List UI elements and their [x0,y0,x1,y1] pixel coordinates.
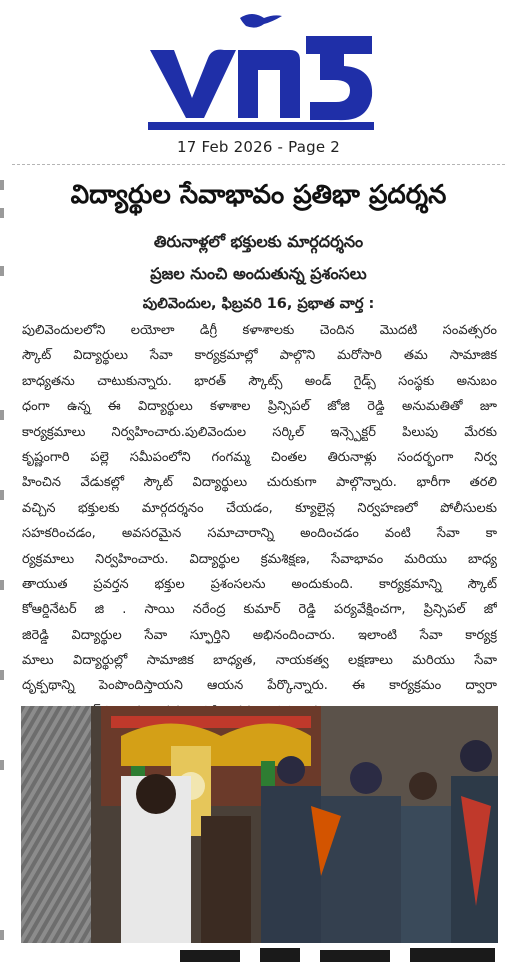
article-body [22,318,497,724]
issue-dateline: 17 Feb 2026 - Page 2 [177,138,340,156]
body-line: బాధ్యతను చాటుకున్నారు. భారత్ స్కౌట్స్ అండ్ గైడ్స్ సంస్థకు అనుబం [22,373,497,389]
body-line: హించిన వేడుకల్లో స్కౌట్ విద్యార్థులు చురుకుగా పాల్గొన్నారు. భారీగా తరలి [22,475,497,491]
body-line: జిరెడ్డి విద్యార్థుల సేవా స్ఫూర్తిని అభినందించారు. ఇలాంటి సేవా కార్యక్ర [22,627,497,643]
body-line: ధంగా ఉన్న ఈ విద్యార్థులు కళాశాల ప్రిన్సిపల్ జోజి రెడ్డి అనుమతితో జూ [22,399,497,415]
top-divider [12,164,505,165]
article-headline: విద్యార్థుల సేవాభావం ప్రతిభా ప్రదర్శన [70,180,447,210]
article-photo [21,706,498,943]
vaartha-logo-icon [140,6,380,134]
next-article-cutoff [180,944,500,962]
body-line: సహకరించడం, అవసరమైన సమాచారాన్ని అందించడం వంటి సేవా కా [22,526,497,542]
article-subheadline-2: ప్రజల నుంచి అందుతున్న ప్రశంసలు [150,264,367,283]
body-line: కృష్ణంగారి పల్లె సమీపంలోని గంగమ్మ చింతల తిరునాళ్లు సందర్భంగా నిర్వ [22,449,497,465]
body-line: వచ్చిన భక్తులకు మార్గదర్శనం చేయడం, క్యూలైన్ల నిర్వహణలో పోలీసులకు [22,500,497,516]
scouts-at-temple-photo-icon [21,706,498,943]
article-subheadline-1: తిరునాళ్లలో భక్తులకు మార్గదర్శనం [153,232,364,251]
body-line: కోఆర్డినేటర్ జి . సాయి నరేంద్ర కుమార్ రెడ్డి పర్యవేక్షించగా, ప్రిన్సిపల్ జో [22,602,497,618]
body-line: మాలు విద్యార్థుల్లో సామాజిక బాధ్యత, నాయకత్వ లక్షణాలు మరియు సేవా [22,653,497,669]
body-line: ర్యక్రమాలు నిర్వహించారు. విద్యార్థుల క్రమశిక్షణ, సేవాభావం మరియు బాధ్య [22,551,497,567]
body-line: కార్యక్రమాలు నిర్వహించారు.పులివెందుల సర్కిల్ ఇన్స్పెక్టర్ పిలుపు మేరకు [22,424,497,440]
body-line: తాయుత ప్రవర్తన భక్తుల ప్రశంసలను అందుకుంది. కార్యక్రమాన్ని స్కౌట్ [22,576,497,592]
body-line: పులివెందులలోని లయోలా డిగ్రీ కళాశాలకు చెందిన మొదటి సంవత్సరం [22,323,497,338]
body-line: దృక్పథాన్ని పెంపొందిస్తాయని ఆయన పేర్కొన్నారు. ఈ కార్యక్రమం ద్వారా [22,678,497,694]
body-line: స్కౌట్ విద్యార్థులు సేవా కార్యక్రమాల్లో పాల్గొని మరోసారి తమ సామాజిక [22,348,497,364]
article-byline: పులివెందుల, ఫిబ్రవరి 16, ప్రభాత వార్త : [142,296,375,312]
newspaper-masthead-logo [140,6,380,134]
